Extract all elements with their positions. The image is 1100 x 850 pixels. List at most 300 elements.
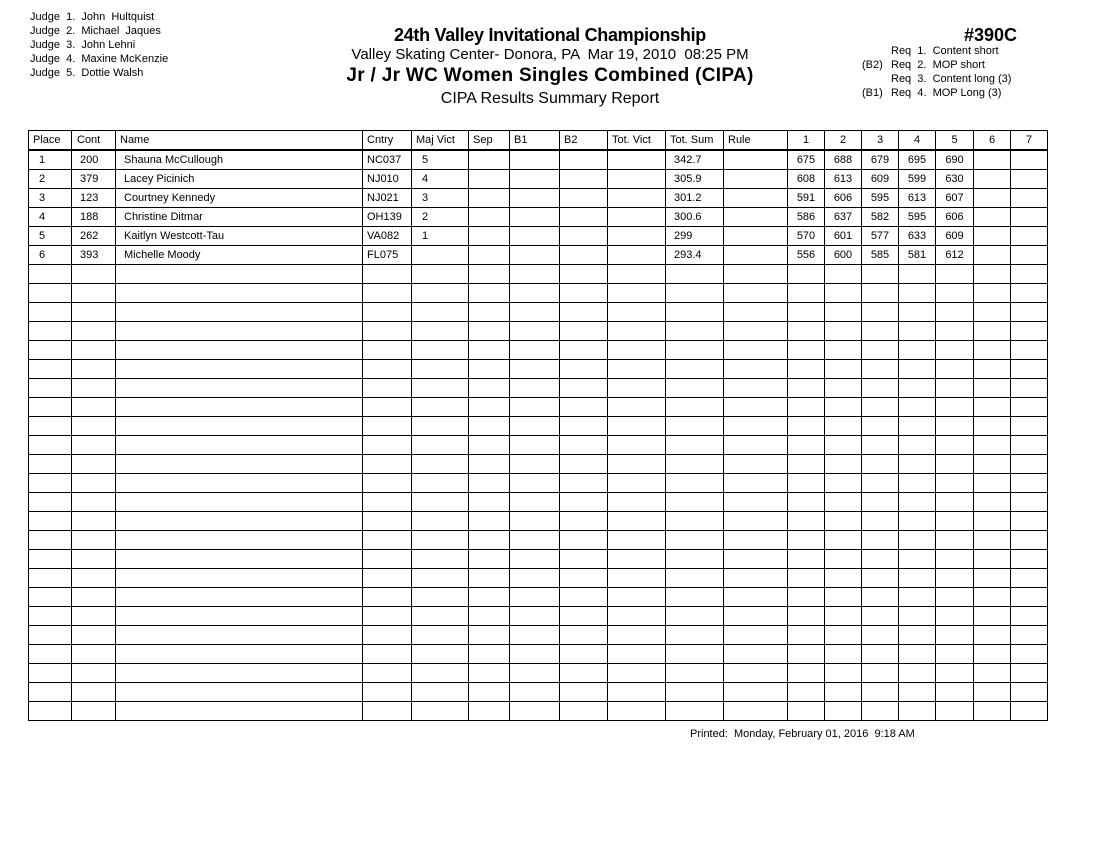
table-cell <box>363 284 412 303</box>
table-cell <box>1011 607 1048 626</box>
table-cell <box>510 189 560 208</box>
table-cell <box>666 512 724 531</box>
table-cell <box>862 341 899 360</box>
table-cell <box>412 322 469 341</box>
table-cell <box>1011 170 1048 189</box>
table-cell <box>469 417 510 436</box>
table-cell <box>788 512 825 531</box>
table-cell: 2 <box>29 170 72 189</box>
table-cell <box>724 417 788 436</box>
table-cell <box>608 341 666 360</box>
table-cell <box>1011 150 1048 170</box>
table-cell <box>469 284 510 303</box>
table-cell <box>29 436 72 455</box>
table-cell <box>412 683 469 702</box>
table-cell: 293.4 <box>666 246 724 265</box>
table-cell <box>1011 360 1048 379</box>
table-cell <box>936 550 974 569</box>
table-row <box>29 189 1048 208</box>
table-cell <box>936 379 974 398</box>
table-cell <box>936 341 974 360</box>
column-header: B2 <box>560 131 608 151</box>
table-cell <box>72 436 116 455</box>
table-cell <box>608 417 666 436</box>
table-cell <box>1011 341 1048 360</box>
table-cell <box>936 626 974 645</box>
table-cell <box>363 379 412 398</box>
table-cell <box>608 189 666 208</box>
table-cell <box>72 645 116 664</box>
table-cell <box>29 360 72 379</box>
table-cell <box>788 588 825 607</box>
table-cell <box>862 493 899 512</box>
table-cell <box>1011 208 1048 227</box>
table-cell <box>510 284 560 303</box>
table-cell: FL075 <box>363 246 412 265</box>
table-cell <box>510 208 560 227</box>
table-cell <box>666 379 724 398</box>
table-cell <box>825 436 862 455</box>
table-cell <box>724 189 788 208</box>
table-cell <box>788 645 825 664</box>
judge-3: Judge 3. John Lehni <box>30 39 136 51</box>
table-cell <box>363 360 412 379</box>
table-cell <box>363 417 412 436</box>
table-cell <box>72 360 116 379</box>
table-cell <box>899 341 936 360</box>
judge-5: Judge 5. Dottie Walsh <box>30 67 144 79</box>
table-cell <box>974 588 1011 607</box>
table-cell: 633 <box>899 227 936 246</box>
table-header-row <box>29 131 1048 151</box>
judge-1: Judge 1. John Hultquist <box>30 11 155 23</box>
table-cell <box>1011 531 1048 550</box>
table-cell <box>974 683 1011 702</box>
table-cell <box>560 664 608 683</box>
table-cell <box>788 607 825 626</box>
table-cell <box>1011 455 1048 474</box>
table-cell <box>899 322 936 341</box>
column-header: Tot. Sum <box>666 131 724 151</box>
table-cell <box>788 379 825 398</box>
judges-list <box>30 10 168 80</box>
table-cell <box>1011 379 1048 398</box>
report-name: CIPA Results Summary Report <box>440 90 660 107</box>
table-cell <box>1011 664 1048 683</box>
table-cell <box>412 246 469 265</box>
event-title: Jr / Jr WC Women Singles Combined (CIPA) <box>346 65 754 86</box>
table-cell <box>724 227 788 246</box>
table-cell <box>469 550 510 569</box>
table-cell <box>724 208 788 227</box>
table-cell <box>560 189 608 208</box>
table-cell <box>825 265 862 284</box>
table-cell <box>1011 417 1048 436</box>
table-cell <box>116 569 363 588</box>
table-cell <box>724 170 788 189</box>
empty-table-row <box>29 512 1048 531</box>
table-cell: 393 <box>72 246 116 265</box>
table-cell <box>510 170 560 189</box>
table-cell <box>412 512 469 531</box>
table-cell <box>666 702 724 721</box>
table-cell <box>72 417 116 436</box>
table-cell <box>974 531 1011 550</box>
table-cell <box>72 379 116 398</box>
table-cell <box>510 227 560 246</box>
table-cell <box>116 550 363 569</box>
table-cell <box>560 341 608 360</box>
table-cell <box>469 379 510 398</box>
table-cell <box>363 436 412 455</box>
empty-table-row <box>29 626 1048 645</box>
empty-table-row <box>29 265 1048 284</box>
table-cell <box>825 588 862 607</box>
table-cell <box>936 683 974 702</box>
table-cell <box>788 683 825 702</box>
table-cell <box>29 664 72 683</box>
table-cell <box>560 645 608 664</box>
table-cell: 188 <box>72 208 116 227</box>
table-cell <box>116 683 363 702</box>
table-cell: 591 <box>788 189 825 208</box>
table-cell <box>936 645 974 664</box>
table-cell <box>469 512 510 531</box>
table-cell <box>29 493 72 512</box>
table-cell <box>899 284 936 303</box>
table-cell <box>560 626 608 645</box>
table-cell <box>862 588 899 607</box>
table-cell <box>1011 493 1048 512</box>
table-cell: 342.7 <box>666 150 724 170</box>
table-cell <box>974 322 1011 341</box>
table-cell <box>412 626 469 645</box>
table-cell <box>1011 303 1048 322</box>
table-cell <box>29 341 72 360</box>
table-cell <box>666 303 724 322</box>
table-cell <box>560 265 608 284</box>
table-cell <box>1011 683 1048 702</box>
table-cell <box>825 379 862 398</box>
table-cell <box>560 150 608 170</box>
table-cell <box>936 664 974 683</box>
table-cell <box>788 474 825 493</box>
table-cell <box>608 360 666 379</box>
table-cell <box>825 493 862 512</box>
table-cell <box>724 379 788 398</box>
table-cell <box>1011 702 1048 721</box>
table-cell: 612 <box>936 246 974 265</box>
table-cell <box>608 208 666 227</box>
table-cell <box>666 664 724 683</box>
table-cell <box>116 531 363 550</box>
table-cell: Lacey Picinich <box>116 170 363 189</box>
table-cell <box>72 398 116 417</box>
table-cell <box>936 436 974 455</box>
table-cell <box>974 550 1011 569</box>
table-cell: 613 <box>899 189 936 208</box>
table-cell <box>936 398 974 417</box>
table-cell <box>560 170 608 189</box>
table-cell <box>412 265 469 284</box>
table-cell <box>862 455 899 474</box>
table-cell <box>974 417 1011 436</box>
table-cell <box>412 341 469 360</box>
table-cell: 305.9 <box>666 170 724 189</box>
table-cell <box>936 322 974 341</box>
table-cell <box>510 322 560 341</box>
table-cell <box>116 398 363 417</box>
table-cell <box>724 360 788 379</box>
table-cell <box>1011 284 1048 303</box>
table-cell <box>412 588 469 607</box>
column-header: Sep <box>469 131 510 151</box>
table-cell <box>666 550 724 569</box>
table-cell <box>363 455 412 474</box>
table-cell <box>666 531 724 550</box>
column-header: 7 <box>1011 131 1048 151</box>
table-cell <box>825 664 862 683</box>
table-cell <box>666 683 724 702</box>
table-cell <box>560 474 608 493</box>
table-cell <box>974 208 1011 227</box>
table-cell: 570 <box>788 227 825 246</box>
table-cell <box>1011 265 1048 284</box>
table-cell <box>825 474 862 493</box>
table-cell: 599 <box>899 170 936 189</box>
table-cell <box>862 303 899 322</box>
table-cell <box>974 227 1011 246</box>
table-cell <box>510 626 560 645</box>
table-cell <box>666 645 724 664</box>
table-cell <box>899 265 936 284</box>
table-cell <box>469 189 510 208</box>
table-cell <box>825 512 862 531</box>
table-cell <box>412 455 469 474</box>
column-header: 6 <box>974 131 1011 151</box>
table-cell <box>510 150 560 170</box>
event-number: #390C <box>964 25 1018 45</box>
table-cell <box>862 645 899 664</box>
requirement-3: Req 3. Content long (3) <box>891 73 1012 85</box>
table-cell <box>72 284 116 303</box>
table-cell <box>29 284 72 303</box>
table-cell <box>469 607 510 626</box>
table-cell: 595 <box>899 208 936 227</box>
table-cell <box>899 417 936 436</box>
empty-table-row <box>29 607 1048 626</box>
table-cell <box>469 683 510 702</box>
table-cell <box>510 702 560 721</box>
table-cell <box>363 607 412 626</box>
results-table <box>28 130 1048 721</box>
column-header: Name <box>116 131 363 151</box>
table-cell <box>724 246 788 265</box>
table-cell <box>724 702 788 721</box>
table-cell <box>29 455 72 474</box>
table-cell <box>666 474 724 493</box>
table-cell: 609 <box>862 170 899 189</box>
table-cell <box>510 303 560 322</box>
table-cell <box>510 588 560 607</box>
table-cell <box>116 664 363 683</box>
table-cell <box>974 246 1011 265</box>
table-row <box>29 227 1048 246</box>
table-cell <box>825 417 862 436</box>
empty-table-row <box>29 417 1048 436</box>
table-cell <box>788 303 825 322</box>
table-cell <box>560 303 608 322</box>
table-cell <box>974 284 1011 303</box>
table-cell <box>29 550 72 569</box>
table-cell <box>72 322 116 341</box>
table-cell <box>29 626 72 645</box>
empty-table-row <box>29 455 1048 474</box>
table-cell: 595 <box>862 189 899 208</box>
table-cell <box>788 569 825 588</box>
table-cell: 577 <box>862 227 899 246</box>
table-cell <box>72 588 116 607</box>
table-cell <box>72 683 116 702</box>
column-header: Cont <box>72 131 116 151</box>
table-cell <box>974 474 1011 493</box>
table-cell <box>116 417 363 436</box>
table-cell <box>825 702 862 721</box>
table-cell <box>974 170 1011 189</box>
table-cell <box>469 626 510 645</box>
empty-table-row <box>29 436 1048 455</box>
table-cell <box>29 398 72 417</box>
table-cell <box>608 512 666 531</box>
table-cell <box>936 702 974 721</box>
table-cell <box>974 189 1011 208</box>
table-cell <box>510 398 560 417</box>
table-cell <box>560 208 608 227</box>
table-cell <box>936 303 974 322</box>
table-cell: 606 <box>825 189 862 208</box>
table-cell: NJ010 <box>363 170 412 189</box>
table-cell <box>608 493 666 512</box>
table-cell <box>974 436 1011 455</box>
table-cell <box>29 417 72 436</box>
table-cell <box>1011 322 1048 341</box>
table-cell <box>72 512 116 531</box>
table-cell <box>666 360 724 379</box>
table-cell <box>469 436 510 455</box>
table-cell <box>116 360 363 379</box>
table-cell <box>608 626 666 645</box>
table-row <box>29 150 1048 170</box>
table-cell <box>469 702 510 721</box>
table-cell: 123 <box>72 189 116 208</box>
requirement-1: Req 1. Content short <box>891 45 999 57</box>
table-cell: 379 <box>72 170 116 189</box>
table-cell <box>788 398 825 417</box>
table-cell: 6 <box>29 246 72 265</box>
table-cell <box>72 493 116 512</box>
table-cell <box>862 417 899 436</box>
table-cell <box>974 569 1011 588</box>
table-cell <box>560 512 608 531</box>
table-cell <box>510 341 560 360</box>
table-cell: 5 <box>412 150 469 170</box>
table-cell <box>1011 550 1048 569</box>
table-cell: 586 <box>788 208 825 227</box>
table-cell <box>510 246 560 265</box>
table-cell <box>412 550 469 569</box>
table-cell <box>469 208 510 227</box>
table-cell <box>560 322 608 341</box>
table-cell <box>29 531 72 550</box>
table-cell <box>412 702 469 721</box>
table-cell <box>825 531 862 550</box>
table-cell <box>825 683 862 702</box>
table-cell <box>1011 588 1048 607</box>
table-cell <box>29 683 72 702</box>
table-cell <box>899 379 936 398</box>
table-cell <box>899 493 936 512</box>
table-cell <box>608 170 666 189</box>
table-cell <box>1011 189 1048 208</box>
column-header: B1 <box>510 131 560 151</box>
table-cell <box>936 474 974 493</box>
table-cell <box>1011 227 1048 246</box>
table-cell: 679 <box>862 150 899 170</box>
table-cell <box>724 150 788 170</box>
table-cell <box>974 626 1011 645</box>
table-cell <box>72 265 116 284</box>
table-cell <box>666 569 724 588</box>
table-cell <box>899 550 936 569</box>
table-cell <box>899 607 936 626</box>
table-cell <box>469 474 510 493</box>
table-row <box>29 170 1048 189</box>
table-cell <box>560 455 608 474</box>
table-cell: Kaitlyn Westcott-Tau <box>116 227 363 246</box>
table-cell <box>560 683 608 702</box>
table-cell <box>560 702 608 721</box>
table-cell <box>862 398 899 417</box>
table-cell <box>608 645 666 664</box>
judge-4: Judge 4. Maxine McKenzie <box>30 53 169 65</box>
table-cell <box>724 607 788 626</box>
table-cell <box>608 588 666 607</box>
report-title-block <box>300 24 800 110</box>
empty-table-row <box>29 284 1048 303</box>
table-cell: 607 <box>936 189 974 208</box>
table-cell: NC037 <box>363 150 412 170</box>
table-cell <box>825 303 862 322</box>
table-cell <box>724 474 788 493</box>
table-cell <box>29 702 72 721</box>
venue-date: Valley Skating Center- Donora, PA Mar 19, 2010 08:25 PM <box>351 46 749 63</box>
empty-table-row <box>29 664 1048 683</box>
table-cell <box>862 607 899 626</box>
table-cell <box>412 531 469 550</box>
table-cell <box>862 683 899 702</box>
table-cell <box>862 436 899 455</box>
table-cell <box>825 626 862 645</box>
empty-table-row <box>29 474 1048 493</box>
table-cell <box>608 322 666 341</box>
table-cell <box>936 512 974 531</box>
table-body <box>29 150 1048 721</box>
empty-table-row <box>29 531 1048 550</box>
table-cell <box>116 303 363 322</box>
table-cell <box>666 493 724 512</box>
table-cell: 301.2 <box>666 189 724 208</box>
table-cell <box>560 284 608 303</box>
